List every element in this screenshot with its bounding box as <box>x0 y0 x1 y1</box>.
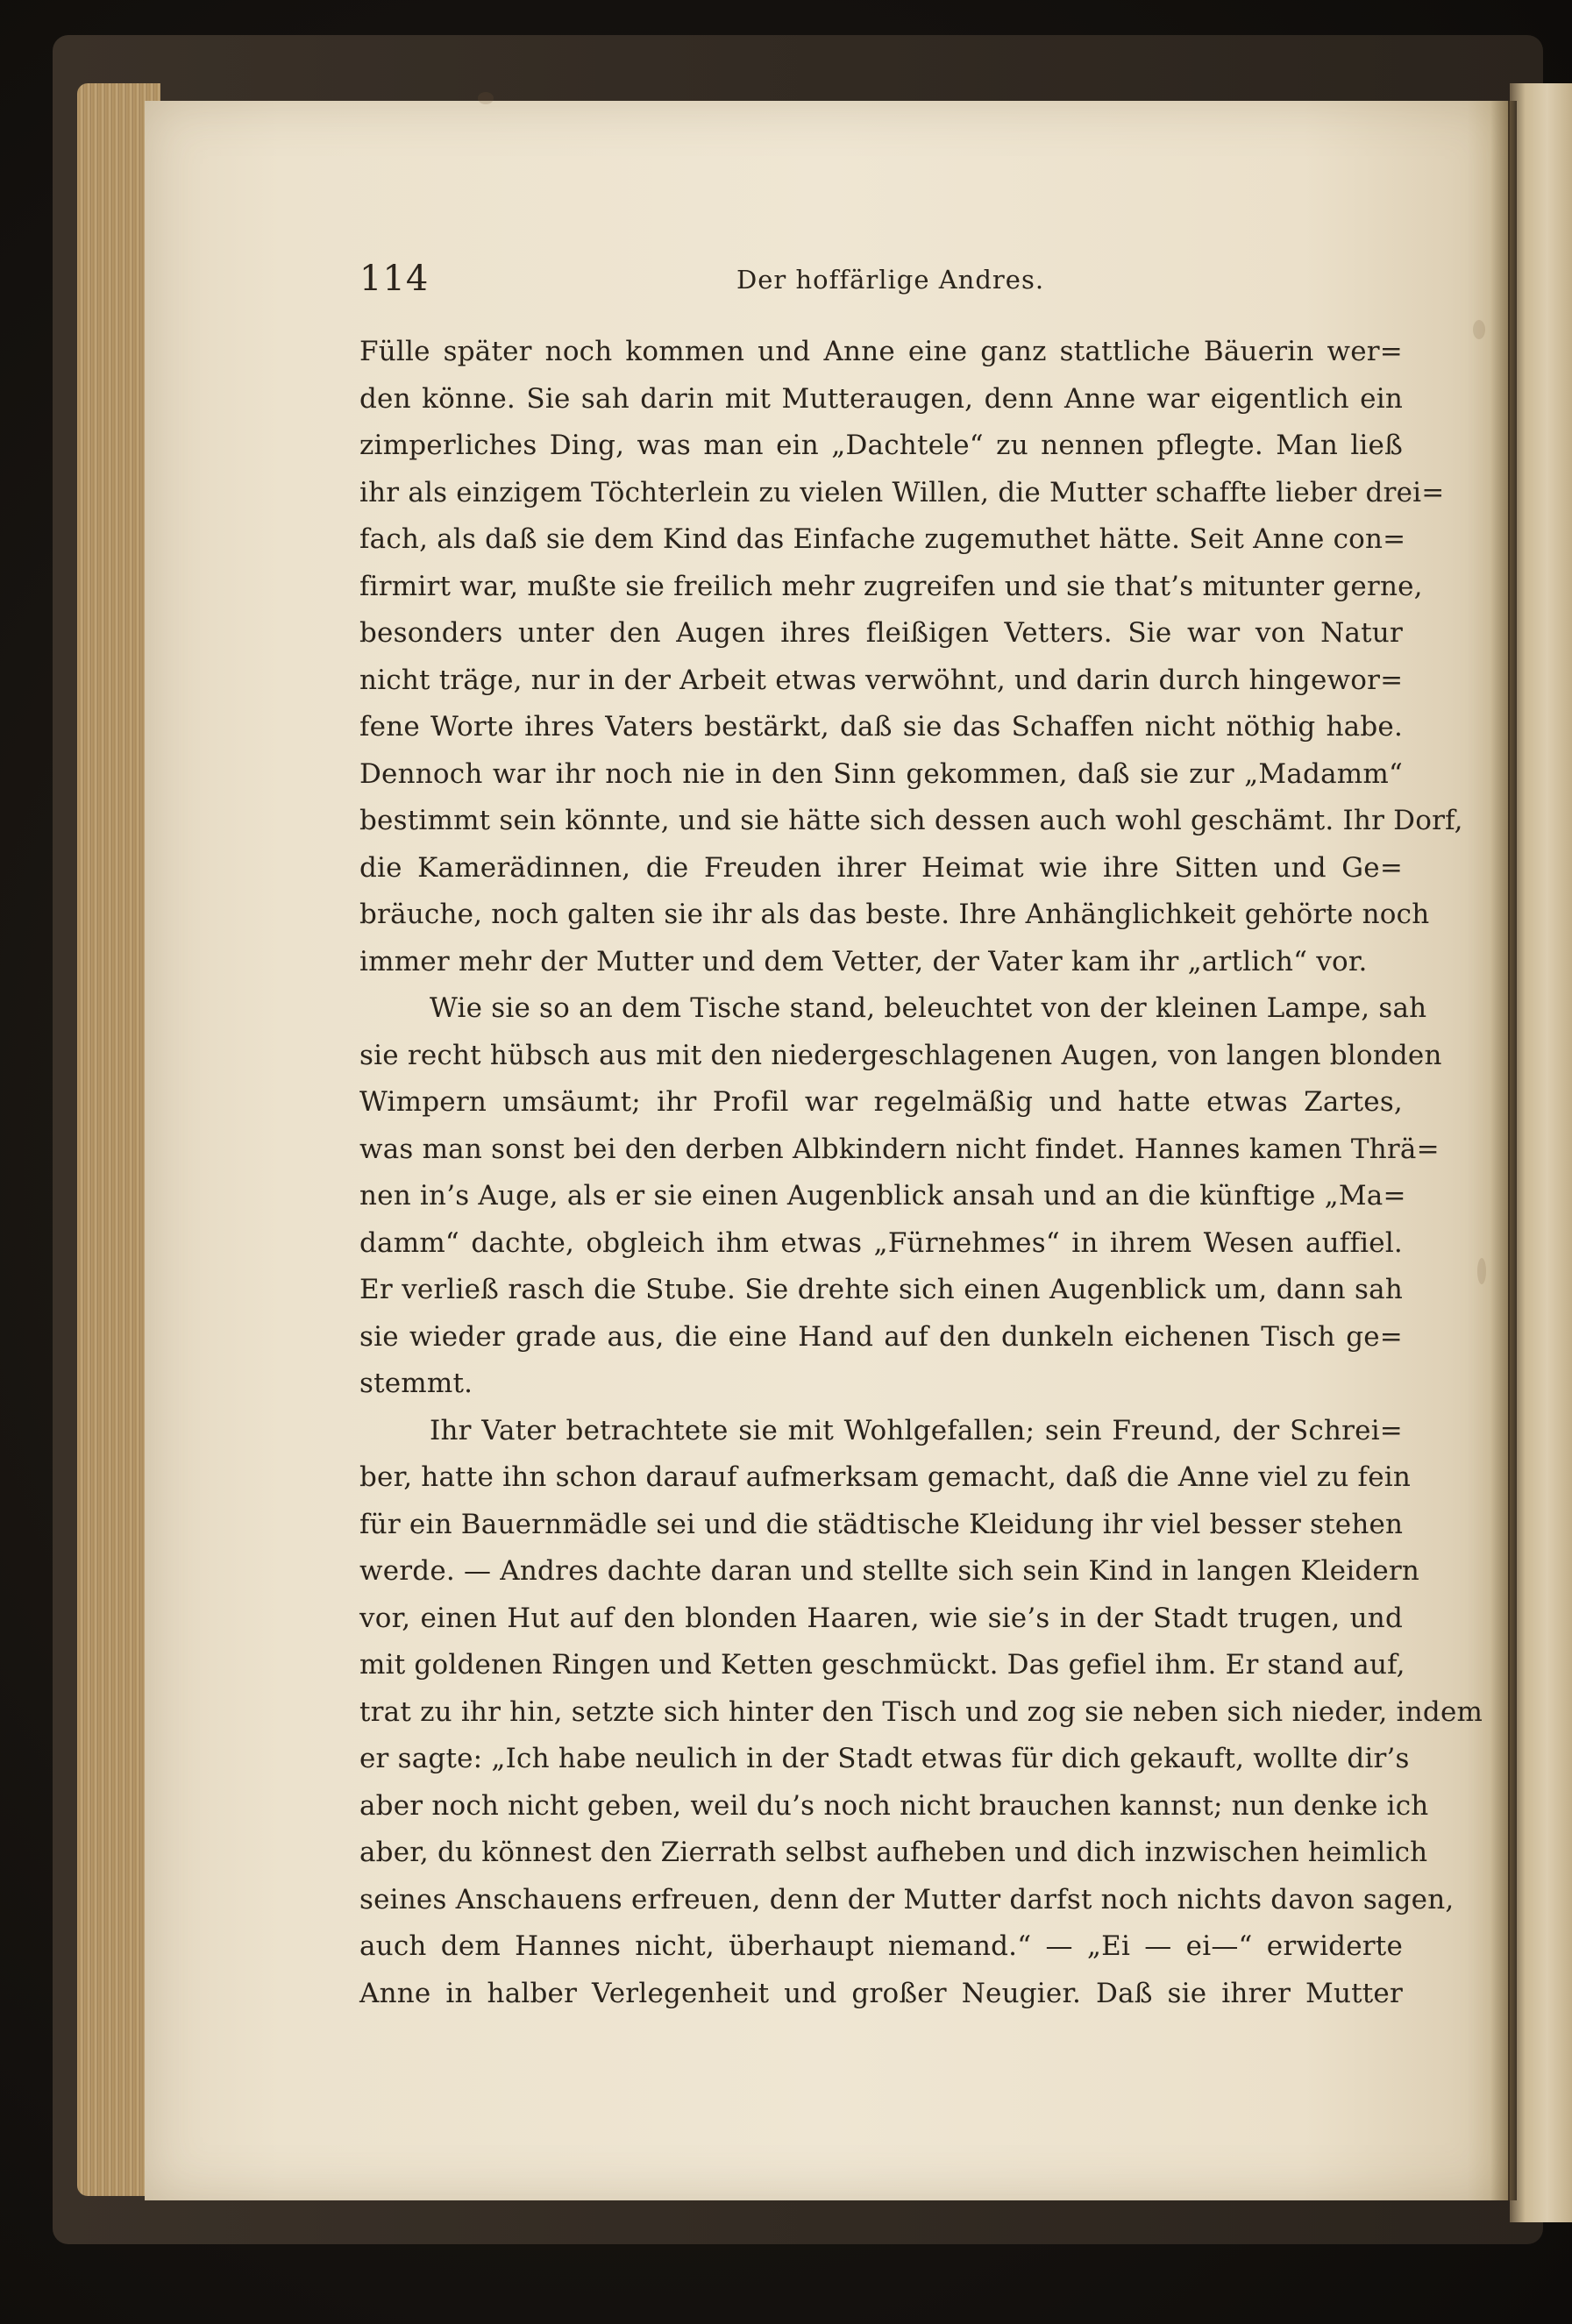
text-line: Fülle später noch kommen und Anne eine ganz stattliche Bäuerin wer= <box>359 336 1403 367</box>
text-line: aber, du könnest den Zierrath selbst aufheben und dich inzwischen heimlich <box>359 1837 1428 1868</box>
text-line: bestimmt sein könnte, und sie hätte sich dessen auch wohl geschämt. Ihr Dorf, <box>359 805 1463 836</box>
text-line: damm“ dachte, obgleich ihm etwas „Fürnehmes“ in ihrem Wesen auffiel. <box>359 1226 1403 1259</box>
text-line: bräuche, noch galten sie ihr als das beste. Ihre Anhänglichkeit gehörte noch <box>359 899 1430 930</box>
text-line: mit goldenen Ringen und Ketten geschmückt. Das gefiel ihm. Er stand auf, <box>359 1649 1405 1681</box>
text-line: für ein Bauernmädle sei und die städtische Kleidung ihr viel besser stehen <box>359 1508 1404 1540</box>
text-line: vor, einen Hut auf den blonden Haaren, wie sie’s in der Stadt trugen, und <box>359 1602 1403 1634</box>
text-line: seines Anschauens erfreuen, denn der Mutter darfst noch nichts davon sagen, <box>359 1883 1455 1915</box>
text-line: Anne in halber Verlegenheit und großer Neugier. Daß sie ihrer Mutter <box>359 1977 1403 2009</box>
page-number: 114 <box>359 259 430 299</box>
running-title: Der hoffärlige Andres. <box>736 265 1045 295</box>
text-line: was man sonst bei den derben Albkindern nicht findet. Hannes kamen Thrä= <box>359 1133 1440 1165</box>
page-gutter <box>1490 101 1517 2200</box>
text-line: immer mehr der Mutter und dem Vetter, der Vater kam ihr „artlich“ vor. <box>359 945 1368 977</box>
text-line: sie wieder grade aus, die eine Hand auf den dunkeln eichenen Tisch ge= <box>359 1320 1403 1353</box>
running-head <box>359 252 1403 305</box>
text-line: aber noch nicht geben, weil du’s noch nicht brauchen kannst; nun denke ich <box>359 1789 1429 1822</box>
text-line: fach, als daß sie dem Kind das Einfache zugemuthet hätte. Seit Anne con= <box>359 523 1406 555</box>
paper-stain <box>1477 1258 1486 1284</box>
text-line: nicht träge, nur in der Arbeit etwas verwöhnt, und darin durch hingewor= <box>359 664 1404 696</box>
text-line: ber, hatte ihn schon darauf aufmerksam gemacht, daß die Anne viel zu fein <box>359 1461 1412 1493</box>
text-line: auch dem Hannes nicht, überhaupt niemand.“ — „Ei — ei—“ erwiderte <box>359 1930 1403 1962</box>
text-line: nen in’s Auge, als er sie einen Augenblick ansah und an die künftige „Ma= <box>359 1180 1406 1212</box>
text-line: die Kamerädinnen, die Freuden ihrer Heimat wie ihre Sitten und Ge= <box>359 851 1403 884</box>
text-line: sie recht hübsch aus mit den niedergeschlagenen Augen, von langen blonden <box>359 1039 1442 1071</box>
text-line: fene Worte ihres Vaters bestärkt, daß sie das Schaffen nicht nöthig habe. <box>359 711 1403 743</box>
text-line: Dennoch war ihr noch nie in den Sinn gekommen, daß sie zur „Madamm“ <box>359 757 1403 790</box>
text-line: den könne. Sie sah darin mit Mutteraugen, denn Anne war eigentlich ein <box>359 382 1403 415</box>
paper-stain <box>478 92 494 104</box>
body-text <box>359 329 1483 2017</box>
text-line: Er verließ rasch die Stube. Sie drehte sich einen Augenblick um, dann sah <box>359 1274 1403 1305</box>
text-line: firmirt war, mußte sie freilich mehr zugreifen und sie that’s mitunter gerne, <box>359 570 1423 602</box>
text-line: ihr als einzigem Töchterlein zu vielen Willen, die Mutter schaffte lieber drei= <box>359 476 1445 508</box>
text-line: werde. — Andres dachte daran und stellte sich sein Kind in langen Kleidern <box>359 1555 1420 1587</box>
paragraph-start: Ihr Vater betrachtete sie mit Wohlgefallen; sein Freund, der Schrei= <box>430 1414 1403 1446</box>
text-line: zimperliches Ding, was man ein „Dachtele“ zu nennen pflegte. Man ließ <box>359 430 1403 461</box>
paper-stain <box>1473 320 1485 339</box>
text-line: besonders unter den Augen ihres fleißigen Vetters. Sie war von Natur <box>359 617 1403 649</box>
paragraph-start: Wie sie so an dem Tische stand, beleuchtet von der kleinen Lampe, sah <box>430 992 1427 1024</box>
facing-page-edge <box>1510 83 1572 2222</box>
text-line: trat zu ihr hin, setzte sich hinter den Tisch und zog sie neben sich nieder, indem <box>359 1695 1483 1728</box>
text-line: er sagte: „Ich habe neulich in der Stadt etwas für dich gekauft, wollte dir’s <box>359 1743 1410 1774</box>
text-line: stemmt. <box>359 1368 473 1399</box>
text-line: Wimpern umsäumt; ihr Profil war regelmäßig und hatte etwas Zartes, <box>359 1086 1403 1118</box>
